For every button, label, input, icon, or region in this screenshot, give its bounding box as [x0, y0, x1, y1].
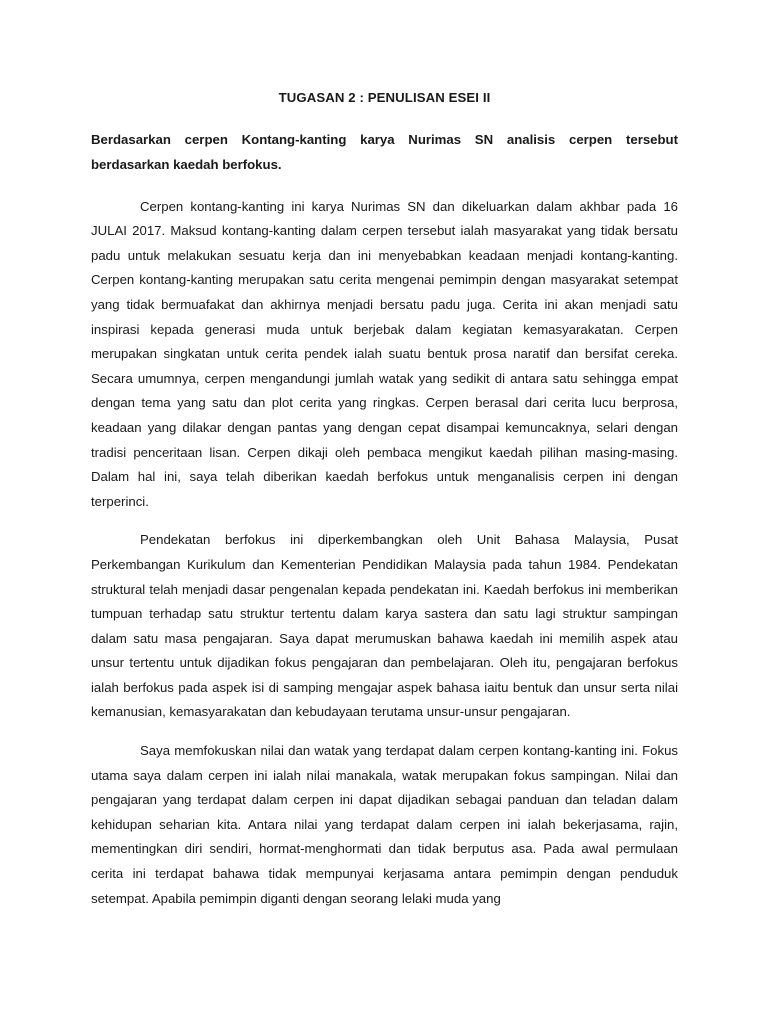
paragraph-3: Saya memfokuskan nilai dan watak yang terdapat dalam cerpen kontang-kanting ini. Fokus utama saya dalam cerpen ini ialah nilai manakala, watak merupakan fokus sampingan. Nilai dan pengajaran yang terdapat dalam cerpen ini dapat dijadikan sebagai panduan dan teladan dalam kehidupan seharian kita. Antara nilai yang terdapat dalam cerpen ini ialah bekerjasama, rajin, mementingkan diri sendiri, hormat-menghormati dan tidak berputus asa. Pada awal permulaan cerita ini terdapat bahawa tidak mempunyai kerjasama antara pemimpin dengan penduduk setempat. Apabila pemimpin diganti dengan seorang lelaki muda yang [91, 743, 678, 906]
assignment-question: Berdasarkan cerpen Kontang-kanting karya Nurimas SN analisis cerpen tersebut berdasarkan kaedah berfokus. [91, 132, 678, 173]
document-page [91, 90, 678, 925]
paragraph-1: Cerpen kontang-kanting ini karya Nurimas SN dan dikeluarkan dalam akhbar pada 16 JULAI 2017. Maksud kontang-kanting dalam cerpen tersebut ialah masyarakat yang tidak bersatu padu untuk melakukan sesuatu kerja dan ini menyebabkan keadaan menjadi kontang-kanting. Cerpen kontang-kanting merupakan satu cerita mengenai pemimpin dengan masyarakat setempat yang tidak bermuafakat dan akhirnya menjadi bersatu padu juga. Cerita ini akan menjadi satu inspirasi kepada generasi muda untuk berjebak dalam kegiatan kemasyarakatan. Cerpen merupakan singkatan untuk cerita pendek ialah suatu bentuk prosa naratif dan bersifat cereka. Secara umumnya, cerpen mengandungi jumlah watak yang sedikit di antara satu sehingga empat dengan tema yang satu dan plot cerita yang ringkas. Cerpen berasal dari cerita lucu berprosa, keadaan yang dilakar dengan pantas yang dengan cepat disampai kemuncaknya, selari dengan tradisi penceritaan lisan. Cerpen dikaji oleh pembaca mengikut kaedah pilihan masing-masing. Dalam hal ini, saya telah diberikan kaedah berfokus untuk menganalisis cerpen ini dengan terperinci. [91, 198, 678, 509]
paragraph-2: Pendekatan berfokus ini diperkembangkan oleh Unit Bahasa Malaysia, Pusat Perkembangan Kurikulum dan Kementerian Pendidikan Malaysia pada tahun 1984. Pendekatan struktural telah menjadi dasar pengenalan kepada pendekatan ini. Kaedah berfokus ini memberikan tumpuan terhadap satu struktur tertentu dalam karya sastera dan satu lagi struktur sampingan dalam satu masa pengajaran. Saya dapat merumuskan bahawa kaedah ini memilih aspek atau unsur tertentu untuk dijadikan fokus pengajaran dan pembelajaran. Oleh itu, pengajaran berfokus ialah berfokus pada aspek isi di samping mengajar aspek bahasa iaitu bentuk dan unsur serta nilai kemanusian, kemasyarakatan dan kebudayaan terutama unsur-unsur pengajaran. [91, 532, 678, 720]
document-title: TUGASAN 2 : PENULISAN ESEI II [278, 90, 491, 105]
